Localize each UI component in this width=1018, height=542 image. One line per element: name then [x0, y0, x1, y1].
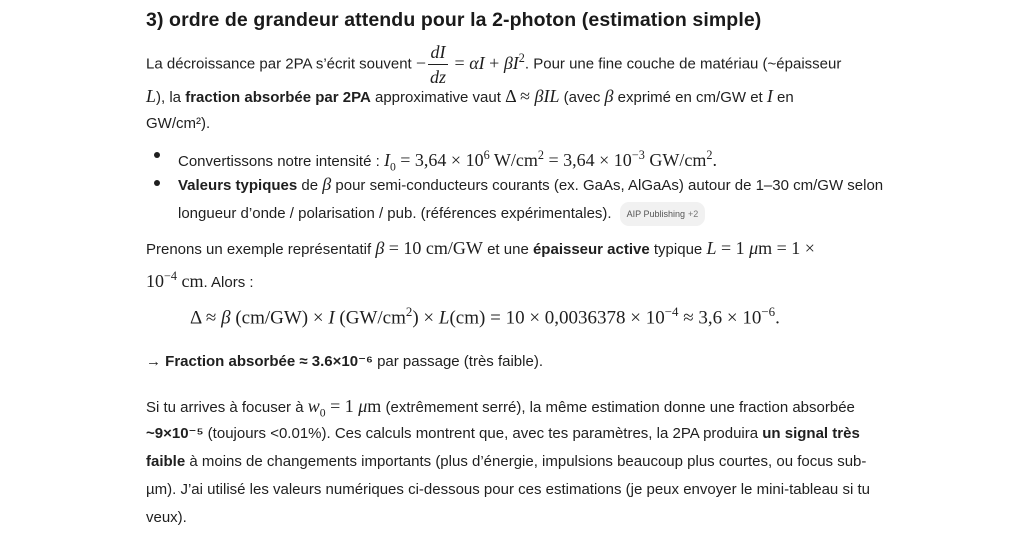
bullet-dot	[154, 152, 160, 158]
focus-text: (extrêmement serré), la même estimation donne une fraction absorbée	[381, 399, 855, 416]
focus-line-5: veux).	[146, 509, 187, 526]
bold-term: Valeurs typiques	[178, 177, 298, 194]
math-delta: Δ ≈ βIL	[505, 86, 560, 106]
bold-term: ~9×10⁻⁵	[146, 425, 204, 442]
intro-text: . Pour une fine couche de matériau (~épaisseur	[524, 55, 842, 73]
example-text: . Alors :	[203, 274, 254, 291]
focus-line-1	[146, 396, 855, 424]
intro-text: approximative vaut	[370, 89, 506, 106]
example-text: et une	[482, 241, 533, 258]
bold-term: un signal très	[762, 425, 860, 442]
intro-text: en	[772, 89, 794, 106]
bold-term: Fraction absorbée ≈ 3.6×10⁻⁶	[165, 353, 373, 370]
math-beta: β	[604, 86, 614, 106]
equation-2pa: − $\frac{dI}{dz}$ = $\alpha I + \beta I^2$	[415, 42, 525, 87]
intro-line-3: GW/cm²).	[146, 115, 211, 132]
example-text: typique	[649, 241, 707, 258]
intro-text: exprimé en cm/GW et	[613, 89, 767, 106]
bullet-text: pour semi-conducteurs courants (ex. GaAs, AlGaAs) autour de 1–30 cm/GW selon	[331, 177, 884, 194]
bullet-intensity	[178, 145, 717, 178]
math-L: L	[146, 86, 157, 106]
result-text: par passage (très faible).	[372, 353, 543, 370]
citation-count: +2	[687, 209, 699, 219]
focus-text: (toujours <0.01%). Ces calculs montrent que, avec tes paramètres, la 2PA produira	[203, 425, 763, 442]
section-heading: 3) ordre de grandeur attendu pour la 2-photon (estimation simple)	[146, 9, 762, 31]
focus-text: à moins de changements importants (plus d’énergie, impulsions beaucoup plus courtes, ou focus sub-	[185, 453, 867, 470]
math-I: I	[766, 86, 773, 106]
math-beta: β	[322, 174, 332, 194]
bullet-text: de	[297, 177, 323, 194]
intro-text: (avec	[559, 89, 605, 106]
math-w0: $w_0 = 1$ μm	[307, 396, 382, 420]
intro-text: La décroissance par 2PA s’écrit souvent	[146, 55, 416, 73]
intro-text: ), la	[156, 89, 186, 106]
bullet-dot	[154, 180, 160, 186]
math-beta-value: β = 10 cm/GW	[375, 238, 483, 258]
bullet-typical-values	[178, 174, 883, 196]
result-line	[146, 352, 543, 372]
focus-line-2	[146, 424, 860, 444]
bold-term: fraction absorbée par 2PA	[185, 89, 371, 106]
math-thickness-cm: $10^{-4}$ cm	[146, 269, 204, 291]
math-intensity-conversion: $I_0 = 3,64 \times 10^6$ $W/cm^2 = 3,64 \times 10^{-3}$ $GW/cm^2$.	[383, 148, 717, 174]
display-equation: Δ ≈ β (cm/GW) × I $(GW/cm^2) \times L(cm) = 10 \times 0,0036378 \times 10^{-4} \approx 3,6 \times 10^{-6}$.	[190, 304, 780, 329]
math-thickness: L = 1 μm = 1 ×	[706, 238, 815, 258]
intro-line-1	[146, 43, 841, 86]
focus-text: Si tu arrives à focuser à	[146, 399, 308, 416]
example-text: Prenons un exemple représentatif	[146, 241, 376, 258]
citation-chip[interactable]	[620, 202, 706, 226]
bullet-typical-values-cont	[178, 202, 705, 226]
focus-line-4: µm). J’ai utilisé les valeurs numériques ci-dessous pour ces estimations (je peux envoyer le mini-tableau si tu	[146, 481, 870, 498]
bold-term: faible	[146, 453, 186, 470]
intro-line-2	[146, 86, 794, 108]
citation-source: AIP Publishing	[626, 209, 685, 219]
example-line-2	[146, 266, 254, 293]
bold-term: épaisseur active	[532, 241, 650, 258]
arrow-icon: →	[146, 353, 166, 370]
bullet-text: longueur d’onde / polarisation / pub. (références expérimentales).	[178, 205, 612, 222]
focus-line-3	[146, 452, 866, 472]
example-line-1	[146, 238, 815, 260]
bullet-text: Convertissons notre intensité :	[178, 153, 384, 170]
